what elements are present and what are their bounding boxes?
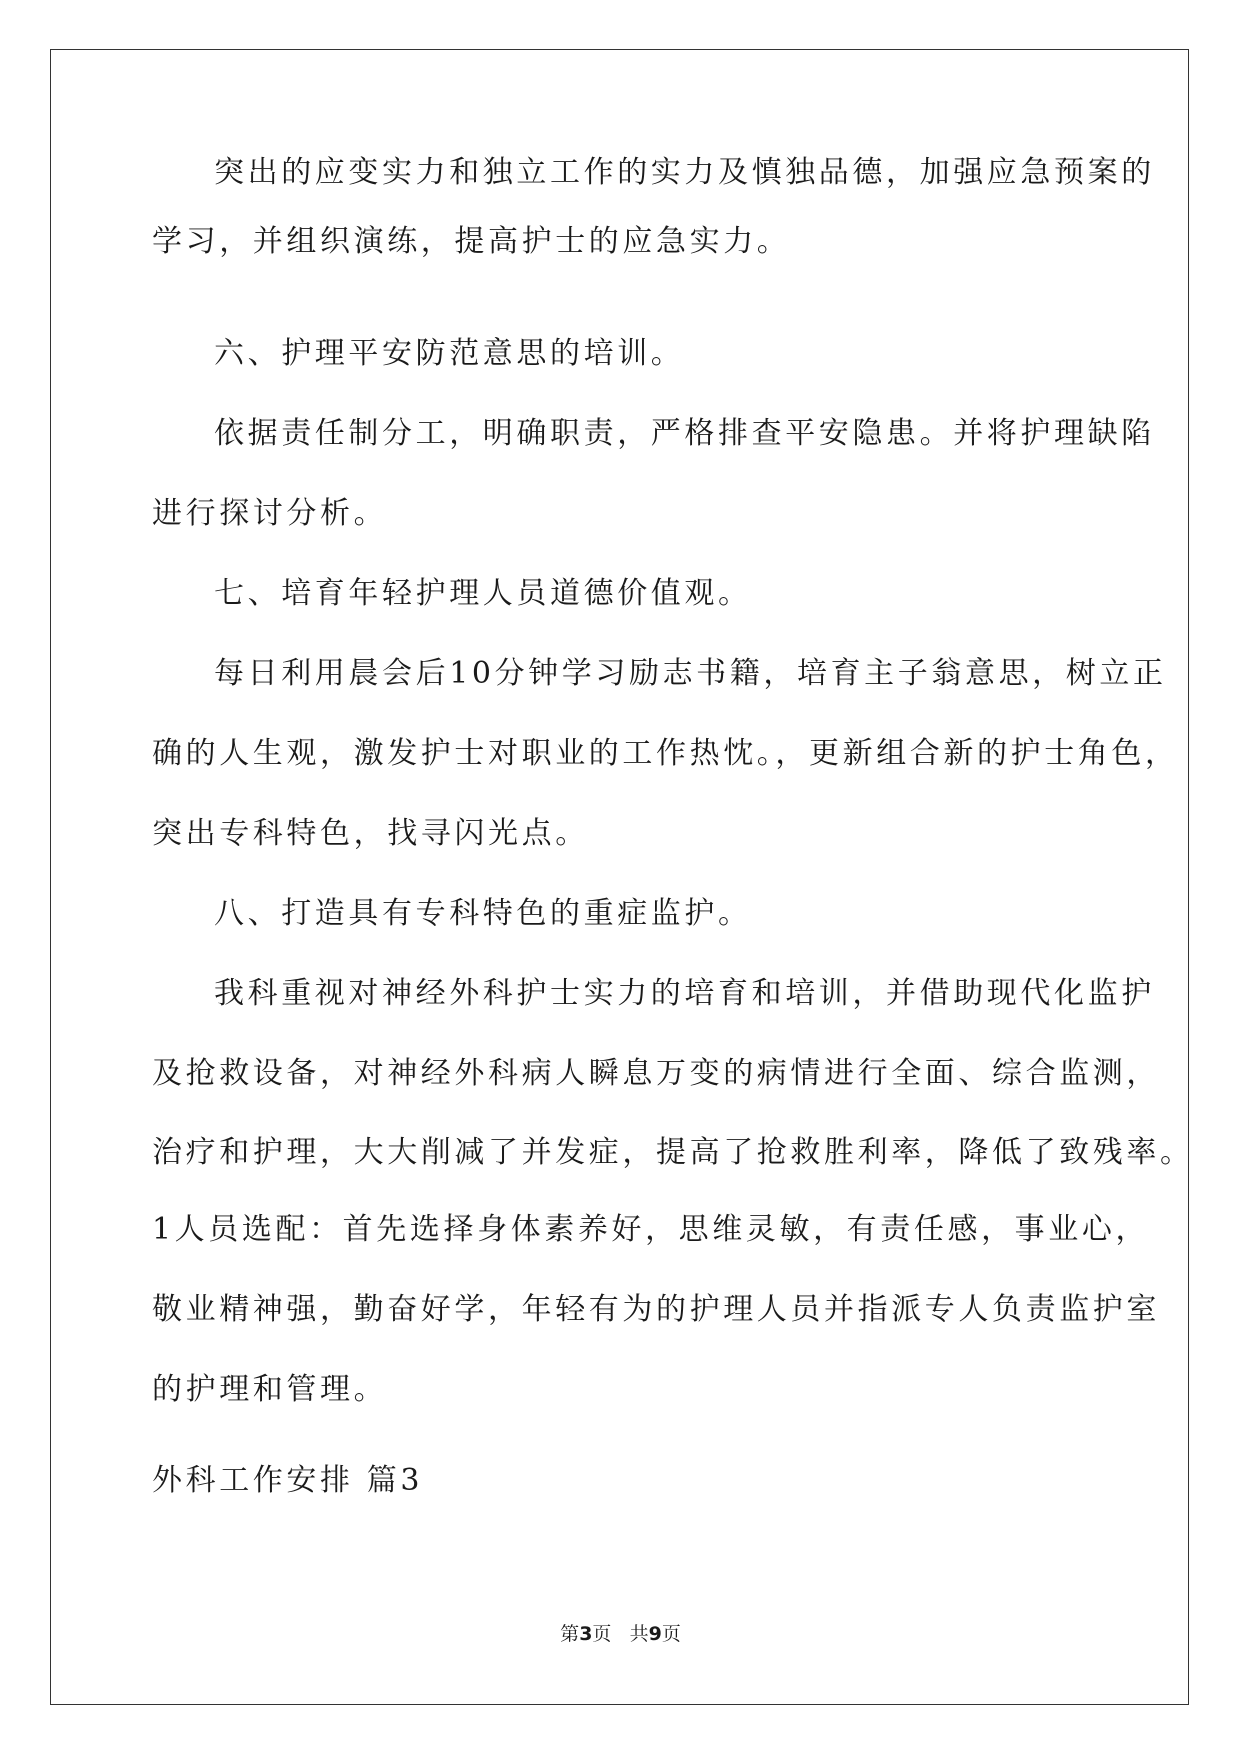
text-line: 学习，并组织演练，提高护士的应急实力。 xyxy=(152,224,791,259)
page-footer xyxy=(0,1622,1241,1646)
text-line: 进行探讨分析。 xyxy=(152,496,388,531)
total-prefix: 共 xyxy=(629,1623,649,1645)
text-line: 确的人生观，激发护士对职业的工作热忱。，更新组合新的护士角色， xyxy=(152,736,1179,771)
page-suffix: 页 xyxy=(592,1623,612,1645)
section-heading: 八、打造具有专科特色的重症监护。 xyxy=(214,896,752,931)
current-page-number: 3 xyxy=(579,1623,593,1645)
text-line: 每日利用晨会后10分钟学习励志书籍，培育主子翁意思，树立正 xyxy=(214,656,1167,691)
text-line: 1人员选配：首先选择身体素养好，思维灵敏，有责任感，事业心， xyxy=(152,1212,1150,1247)
page-border xyxy=(50,49,1189,1705)
text-line: 突出专科特色，找寻闪光点。 xyxy=(152,816,589,851)
text-line: 我科重视对神经外科护士实力的培育和培训，并借助现代化监护 xyxy=(214,976,1155,1011)
text-line: 治疗和护理，大大削减了并发症，提高了抢救胜利率，降低了致残率。 xyxy=(152,1135,1194,1170)
total-suffix: 页 xyxy=(661,1623,681,1645)
total-pages-number: 9 xyxy=(648,1623,662,1645)
page-prefix: 第 xyxy=(560,1623,580,1645)
text-line: 及抢救设备，对神经外科病人瞬息万变的病情进行全面、综合监测， xyxy=(152,1056,1160,1091)
section-heading: 七、培育年轻护理人员道德价值观。 xyxy=(214,576,752,611)
text-line: 依据责任制分工，明确职责，严格排查平安隐患。并将护理缺陷 xyxy=(214,416,1155,451)
text-line: 的护理和管理。 xyxy=(152,1372,388,1407)
text-line: 突出的应变实力和独立工作的实力及慎独品德，加强应急预案的 xyxy=(214,155,1155,190)
section-heading: 六、护理平安防范意思的培训。 xyxy=(214,336,685,371)
text-line: 敬业精神强，勤奋好学，年轻有为的护理人员并指派专人负责监护室 xyxy=(152,1292,1160,1327)
section-title: 外科工作安排 篇3 xyxy=(152,1463,424,1498)
